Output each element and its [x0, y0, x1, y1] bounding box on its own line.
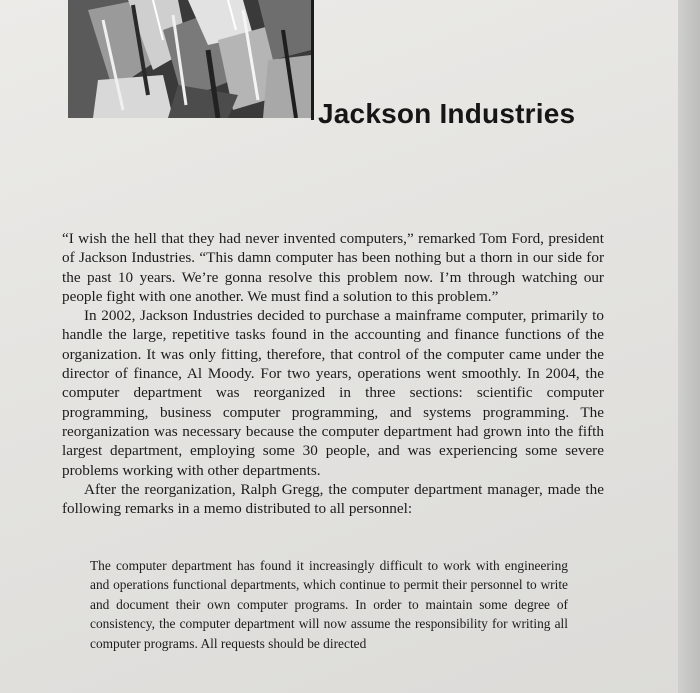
- paragraph-2: In 2002, Jackson Industries decided to purchase a mainframe computer, primarily to handle the large, repetitive tasks found in the accounting and finance functions of the organization. It was only fitting, therefore, that control of the computer came under the director of finance, Al Moody. For two years, operations went smoothly. In 2004, the computer department was reorganized in three sections: scientific computer programming, business computer programming, and systems programming. The reorganization was necessary because the computer department had grown into the fifth largest department, employing some 30 people, and was experiencing some severe problems working with other departments.: [62, 307, 604, 479]
- paragraph-1: “I wish the hell that they had never invented computers,” remarked Tom Ford, president of Jackson Industries. “This damn computer has been nothing but a thorn in our side for the past 10 years. We’re gonna resolve this problem now. I’m through watching our people fight with one another. We must find a solution to this problem.”: [62, 230, 604, 305]
- chapter-title: Jackson Industries: [318, 98, 576, 129]
- memo-quote: The computer department has found it increasingly difficult to work with engineering and operations functional departments, which continue to permit their personnel to write and document their own computer programs. In order to maintain some degree of consistency, the computer department will now assume the responsibility for writing all computer programs. All requests should be directed: [90, 558, 568, 651]
- chapter-header-photo: [68, 0, 311, 118]
- paragraph-3: After the reorganization, Ralph Gregg, the computer department manager, made the following remarks in a memo distributed to all personnel:: [62, 480, 604, 518]
- photo-divider: [311, 0, 314, 120]
- page-edge-shadow: [678, 0, 700, 693]
- case-body: [62, 229, 604, 518]
